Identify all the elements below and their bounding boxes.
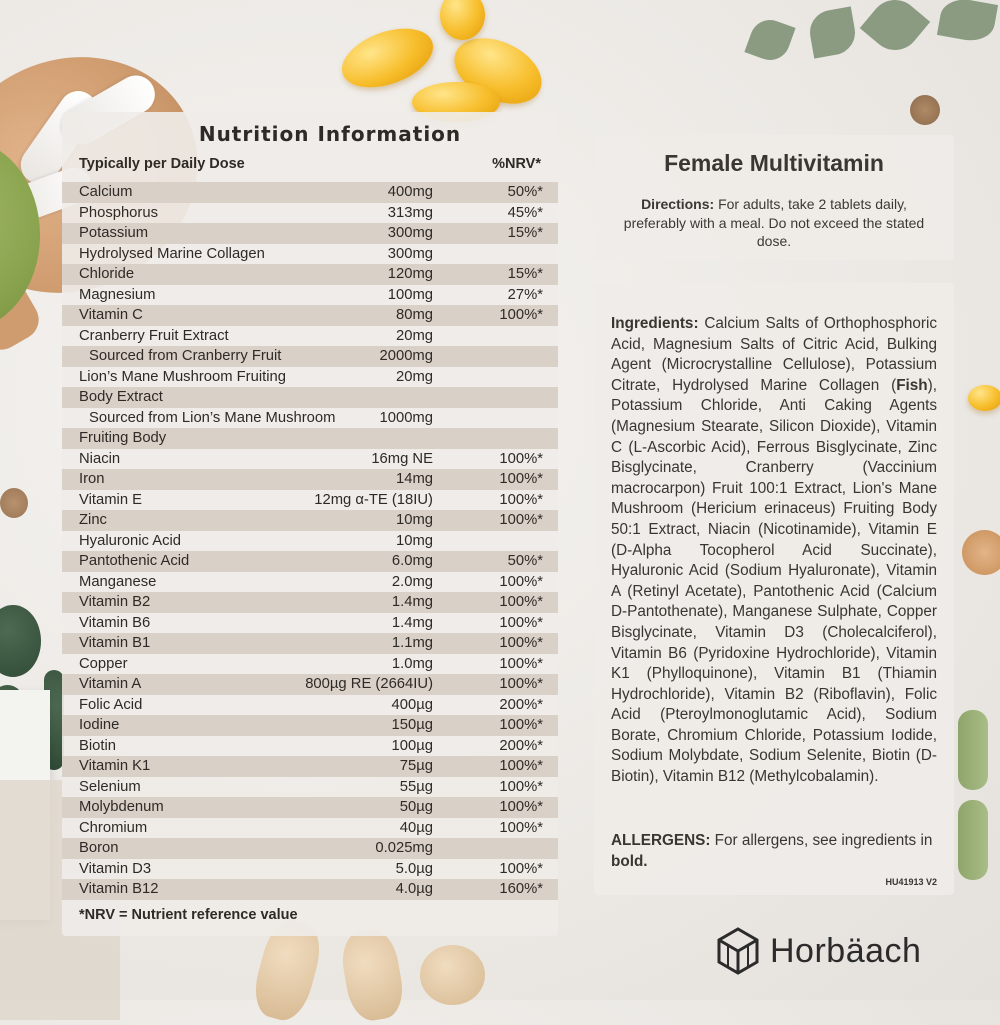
green-capsule xyxy=(958,800,988,880)
product-title: Female Multivitamin xyxy=(664,150,884,176)
nutrition-title: Nutrition Information xyxy=(198,122,462,146)
table-row xyxy=(62,408,558,429)
table-row xyxy=(62,551,558,572)
table-row xyxy=(62,490,558,511)
ingredients-body: Calcium Salts of Orthophosphoric Acid, Magnesium Salts of Citric Acid, Bulking Agent (Microcrystalline Cellulose), Potassium Citrate, Hydrolysed Marine Collagen ( xyxy=(611,315,937,394)
nutrient-name: Vitamin B6 xyxy=(79,614,151,631)
ingredients-body-rest: ), Potassium Chloride, Anti Caking Agents (Magnesium Stearate, Silicon Dioxide), Vitamin C (L-Ascorbic Acid), Ferrous Bisglycinate, Zinc Bisglycinate, Cranberry (Vaccinium macrocarpon) Fruit 100:1 Extract, Lion's Mane Mushroom (Hericium erinaceus) Fruiting Body 50:1 Extract, Niacin (Nicotinamide), Vitamin E (D-Alpha Tocopherol Acid Succinate), Hyaluronic Acid (Sodium Hyaluronate), Vitamin A (Retinyl Acetate), Pantothenic Acid (Calcium D-Pantothenate), Manganese Sulphate, Copper Bisglycinate, Vitamin D3 (Cholecalciferol), Vitamin B6 (Pyridoxine Hydrochloride), Vitamin K1 (Phylloquinone), Vitamin B1 (Thiamin Hydrochloride), Vitamin B2 (Riboflavin), Folic Acid (Pteroylmonoglutamic Acid), Sodium Borate, Chromium Chloride, Potassium Iodide, Sodium Molybdate, Sodium Selenite, Biotin (D-Biotin), Vitamin B12 (Methylcobalamin). xyxy=(611,376,937,786)
table-row xyxy=(62,510,558,531)
eucalyptus-leaf xyxy=(937,0,998,44)
green-capsule xyxy=(958,710,988,790)
nutrient-name: Boron xyxy=(79,840,119,856)
table-row xyxy=(62,531,558,552)
allergens-body: For allergens, see ingredients in xyxy=(710,832,933,849)
nutrient-amount: 800µg RE (2664IU) xyxy=(305,676,433,692)
product-panel xyxy=(594,135,954,260)
nutrition-table xyxy=(62,182,558,900)
directions-label: Directions: xyxy=(641,196,715,212)
nutrient-nrv: 100%* xyxy=(499,758,543,774)
nutrient-amount: 16mg NE xyxy=(371,450,433,467)
nutrient-nrv: 200%* xyxy=(499,737,543,754)
table-row xyxy=(62,859,558,880)
nutrient-name: Vitamin D3 xyxy=(79,860,152,877)
nutrient-nrv: 100%* xyxy=(499,614,543,631)
table-row xyxy=(62,387,558,408)
nutrient-amount: 50µg xyxy=(399,799,433,815)
nutrient-nrv: 15%* xyxy=(507,225,543,241)
nutrient-nrv: 100%* xyxy=(499,860,543,877)
directions-text xyxy=(614,195,934,251)
nutrient-name: Vitamin A xyxy=(79,676,142,692)
nutrient-nrv: 50%* xyxy=(507,184,543,200)
allergens-text xyxy=(611,831,937,872)
table-row xyxy=(62,326,558,347)
nutrient-name: Lion’s Mane Mushroom Fruiting xyxy=(79,368,286,385)
table-row xyxy=(62,818,558,839)
table-row xyxy=(62,305,558,326)
nutrient-name: Sourced from Lion’s Mane Mushroom xyxy=(89,409,336,426)
nutrient-nrv: 15%* xyxy=(507,266,543,282)
nutrient-nrv: 100%* xyxy=(499,307,543,323)
table-row xyxy=(62,572,558,593)
nutrient-amount: 1.0mg xyxy=(391,655,433,672)
nutrient-nrv: 100%* xyxy=(499,799,543,815)
table-row xyxy=(62,715,558,736)
eucalyptus-leaf xyxy=(806,6,858,58)
table-row xyxy=(62,777,558,798)
eucalyptus-leaf xyxy=(860,0,930,60)
nutrient-nrv: 100%* xyxy=(499,676,543,692)
table-row xyxy=(62,367,558,388)
nutrient-nrv: 200%* xyxy=(499,696,543,713)
nutrient-amount: 40µg xyxy=(399,819,433,836)
nutrient-nrv: 27%* xyxy=(507,286,543,303)
nutrient-name: Chromium xyxy=(79,819,148,836)
hexagon-cube-icon xyxy=(716,927,760,975)
nutrient-name: Body Extract xyxy=(79,389,163,405)
nutrient-nrv: 100%* xyxy=(499,491,543,508)
nutrient-name: Chloride xyxy=(79,266,135,282)
nutrient-name: Copper xyxy=(79,655,128,672)
nutrient-nrv: 100%* xyxy=(499,819,543,836)
table-row xyxy=(62,203,558,224)
nutrient-name: Phosphorus xyxy=(79,204,158,221)
table-row xyxy=(62,469,558,490)
table-row xyxy=(62,264,558,285)
nutrient-nrv: 45%* xyxy=(507,204,543,221)
nutrient-amount: 100mg xyxy=(387,286,433,303)
table-row xyxy=(62,736,558,757)
ingredients-label: Ingredients: xyxy=(611,315,699,332)
nutrient-name: Fruiting Body xyxy=(79,430,167,446)
tan-tablet xyxy=(962,530,1000,575)
allergens-bold: bold. xyxy=(611,852,648,870)
table-row xyxy=(62,633,558,654)
table-row xyxy=(62,879,558,900)
nutrient-amount: 1.4mg xyxy=(391,594,433,610)
table-row xyxy=(62,449,558,470)
nutrient-amount: 1.1mg xyxy=(391,635,433,651)
nutrient-amount: 14mg xyxy=(395,471,433,487)
table-row xyxy=(62,695,558,716)
header-nrv: %NRV* xyxy=(492,156,541,172)
table-row xyxy=(62,838,558,859)
table-row xyxy=(62,654,558,675)
nutrient-amount: 300mg xyxy=(387,225,433,241)
nutrient-amount: 0.025mg xyxy=(375,840,433,856)
allergen-fish: Fish xyxy=(896,376,928,394)
nutrient-name: Vitamin B12 xyxy=(79,881,159,897)
nutrient-name: Magnesium xyxy=(79,286,156,303)
nutrient-amount: 4.0µg xyxy=(395,881,433,897)
nutrient-name: Manganese xyxy=(79,573,157,590)
nutrient-amount: 100µg xyxy=(391,737,433,754)
nutrient-nrv: 100%* xyxy=(499,778,543,795)
nutrient-amount: 80mg xyxy=(395,307,433,323)
ingredients-text xyxy=(611,314,937,788)
nutrient-amount: 10mg xyxy=(395,512,433,528)
nutrient-amount: 2000mg xyxy=(379,348,433,364)
nutrient-name: Niacin xyxy=(79,450,121,467)
nutrient-amount: 2.0mg xyxy=(391,573,433,590)
nutrient-amount: 6.0mg xyxy=(391,553,433,569)
nutrient-amount: 20mg xyxy=(395,327,433,344)
header-label: Typically per Daily Dose xyxy=(79,156,245,172)
green-tablet xyxy=(0,605,41,677)
nutrient-amount: 55µg xyxy=(399,778,433,795)
nutrient-amount: 12mg α-TE (18IU) xyxy=(314,491,433,508)
table-row xyxy=(62,428,558,449)
nrv-footnote: *NRV = Nutrient reference value xyxy=(79,907,298,923)
nutrient-nrv: 100%* xyxy=(499,450,543,467)
tan-tablet xyxy=(420,945,485,1005)
eucalyptus-leaf xyxy=(744,14,795,65)
product-code: HU41913 V2 xyxy=(885,877,937,887)
nutrient-amount: 400mg xyxy=(387,184,433,200)
table-row xyxy=(62,613,558,634)
nutrient-name: Vitamin K1 xyxy=(79,758,151,774)
nutrient-name: Vitamin C xyxy=(79,307,143,323)
table-row xyxy=(62,592,558,613)
allergens-label: ALLERGENS: xyxy=(611,832,711,849)
nutrient-name: Vitamin E xyxy=(79,491,143,508)
table-row xyxy=(62,182,558,203)
nutrient-amount: 75µg xyxy=(399,758,433,774)
fish-oil-softgel xyxy=(440,0,485,40)
nutrient-name: Iron xyxy=(79,471,105,487)
nutrient-amount: 313mg xyxy=(387,204,433,221)
nutrient-nrv: 100%* xyxy=(499,635,543,651)
table-row xyxy=(62,244,558,265)
nutrient-name: Biotin xyxy=(79,737,117,754)
nutrient-nrv: 100%* xyxy=(499,717,543,733)
nutrient-nrv: 100%* xyxy=(499,512,543,528)
nutrient-name: Iodine xyxy=(79,717,120,733)
tan-capsule xyxy=(338,926,408,1024)
nutrient-nrv: 160%* xyxy=(499,881,543,897)
nutrient-name: Selenium xyxy=(79,778,141,795)
table-row xyxy=(62,223,558,244)
ingredients-panel xyxy=(594,283,954,895)
nutrient-amount: 1000mg xyxy=(379,409,433,426)
table-row xyxy=(62,346,558,367)
nutrition-panel xyxy=(62,112,558,936)
nutrient-amount: 1.4mg xyxy=(391,614,433,631)
directions-body: For adults, take 2 tablets daily, preferably with a meal. Do not exceed the stated dose. xyxy=(623,196,925,249)
brown-tablet xyxy=(0,488,28,518)
nutrient-amount: 120mg xyxy=(387,266,433,282)
brand-logo xyxy=(716,926,921,976)
nutrient-name: Molybdenum xyxy=(79,799,164,815)
nutrient-nrv: 100%* xyxy=(499,594,543,610)
nutrient-name: Pantothenic Acid xyxy=(79,553,190,569)
nutrient-name: Calcium xyxy=(79,184,133,200)
nutrient-name: Vitamin B2 xyxy=(79,594,151,610)
table-row xyxy=(62,674,558,695)
nutrient-name: Potassium xyxy=(79,225,149,241)
fish-oil-softgel xyxy=(968,385,1000,411)
nutrient-amount: 150µg xyxy=(391,717,433,733)
nutrient-name: Hydrolysed Marine Collagen xyxy=(79,245,265,262)
nutrient-name: Zinc xyxy=(79,512,107,528)
nutrient-name: Folic Acid xyxy=(79,696,143,713)
nutrient-amount: 10mg xyxy=(395,532,433,549)
nutrient-name: Cranberry Fruit Extract xyxy=(79,327,229,344)
nutrient-amount: 5.0µg xyxy=(395,860,433,877)
nutrient-nrv: 100%* xyxy=(499,471,543,487)
nutrient-name: Sourced from Cranberry Fruit xyxy=(89,348,282,364)
nutrient-nrv: 100%* xyxy=(499,655,543,672)
nutrition-header xyxy=(79,156,543,176)
table-row xyxy=(62,797,558,818)
nutrient-amount: 20mg xyxy=(395,368,433,385)
table-row xyxy=(62,285,558,306)
nutrient-amount: 300mg xyxy=(387,245,433,262)
brown-tablet xyxy=(910,95,940,125)
table-row xyxy=(62,756,558,777)
nutrient-name: Vitamin B1 xyxy=(79,635,151,651)
nutrient-amount: 400µg xyxy=(391,696,433,713)
nutrient-nrv: 100%* xyxy=(499,573,543,590)
nutrient-nrv: 50%* xyxy=(507,553,543,569)
brand-name: Horbäach xyxy=(770,931,922,970)
nutrient-name: Hyaluronic Acid xyxy=(79,532,181,549)
